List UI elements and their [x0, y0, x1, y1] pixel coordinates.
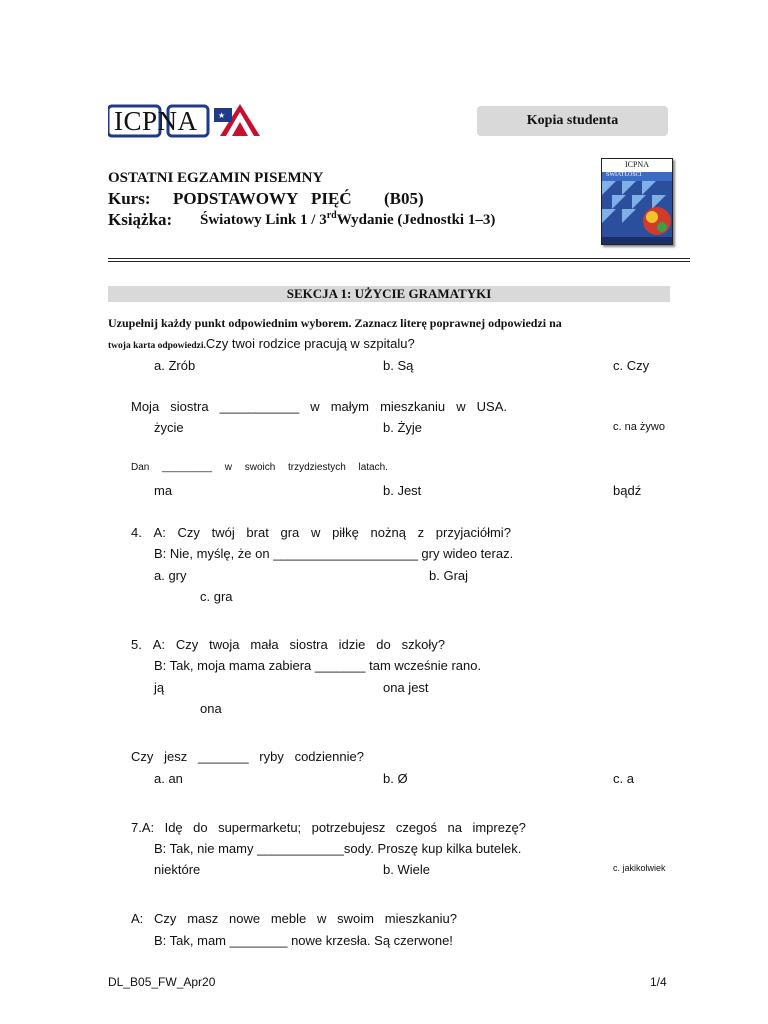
- q4-option-a[interactable]: a. gry: [154, 568, 187, 583]
- exam-title: OSTATNI EGZAMIN PISEMNY: [108, 170, 324, 186]
- divider-top: [108, 258, 690, 259]
- course-value-level: PODSTAWOWY: [173, 189, 299, 208]
- cover-brand: ICPNA: [624, 160, 649, 169]
- q2-option-b[interactable]: b. Żyje: [383, 420, 423, 435]
- q1-option-c[interactable]: c. Czy: [613, 358, 650, 373]
- q5-option-c[interactable]: ona: [200, 701, 222, 716]
- q2-stem: Moja siostra ___________ w małym mieszkaniu w USA.: [131, 399, 507, 414]
- course-label: Kurs:: [108, 189, 151, 208]
- book-value: Światowy Link 1 / 3rdWydanie (Jednostki 1–3): [200, 210, 496, 228]
- q4-option-c[interactable]: c. gra: [200, 589, 233, 604]
- instructions-line2: twoja karta odpowiedzi.Czy twoi rodzice pracują w szpitalu?: [108, 336, 415, 351]
- cover-title: ŚWIATŁOŚCI: [606, 172, 642, 178]
- q5-option-b[interactable]: ona jest: [383, 680, 429, 695]
- book-label: Książka:: [108, 210, 173, 229]
- page-number: 1/4: [650, 975, 667, 989]
- q4-option-b[interactable]: b. Graj: [429, 568, 469, 583]
- q8-stem: A: Czy masz nowe meble w swoim mieszkaniu?: [131, 911, 457, 926]
- divider-bottom: [108, 261, 690, 262]
- q2-option-c[interactable]: c. na żywo: [613, 421, 665, 433]
- q4-stem: 4. A: Czy twój brat gra w piłkę nożną z przyjaciółmi?: [131, 525, 511, 540]
- q1-option-b[interactable]: b. Są: [383, 358, 414, 373]
- q7-option-c[interactable]: c. jakikolwiek: [613, 863, 666, 873]
- q6-option-a[interactable]: a. an: [154, 771, 183, 786]
- q3-stem: Dan _________ w swoich trzydziestych latach.: [131, 462, 388, 473]
- q5-line2: B: Tak, moja mama zabiera _______ tam wcześnie rano.: [154, 658, 482, 673]
- book-cover-image: [601, 158, 673, 245]
- section-title: SEKCJA 1: UŻYCIE GRAMATYKI: [108, 286, 670, 302]
- q6-stem: Czy jesz _______ ryby codziennie?: [131, 749, 364, 764]
- instructions-line1: Uzupełnij każdy punkt odpowiednim wyborem. Zaznacz literę poprawnej odpowiedzi na: [108, 316, 562, 330]
- q3-option-c[interactable]: bądź: [613, 483, 642, 498]
- q3-option-b[interactable]: b. Jest: [383, 483, 422, 498]
- logo-text: ICPNA: [114, 106, 198, 136]
- q1-option-a[interactable]: a. Zrób: [154, 358, 196, 373]
- q5-option-a[interactable]: ją: [154, 680, 165, 695]
- q4-line2: B: Nie, myślę, że on ____________________ gry wideo teraz.: [154, 546, 514, 561]
- q7-stem: 7.A: Idę do supermarketu; potrzebujesz czegoś na imprezę?: [131, 820, 526, 835]
- q3-option-a[interactable]: ma: [154, 483, 173, 498]
- q5-stem: 5. A: Czy twoja mała siostra idzie do szkoły?: [131, 637, 445, 652]
- svg-text:★: ★: [218, 111, 226, 120]
- footer-code: DL_B05_FW_Apr20: [108, 975, 216, 989]
- q7-option-b[interactable]: b. Wiele: [383, 862, 430, 877]
- student-copy-badge: Kopia studenta: [477, 106, 668, 136]
- q2-option-a[interactable]: życie: [154, 420, 184, 435]
- q6-option-b[interactable]: b. Ø: [383, 771, 408, 786]
- q7-option-a[interactable]: niektóre: [154, 862, 201, 877]
- q8-line2: B: Tak, mam ________ nowe krzesła. Są czerwone!: [154, 933, 453, 948]
- q6-option-c[interactable]: c. a: [613, 771, 634, 786]
- course-value-code: (B05): [384, 189, 424, 208]
- q7-line2: B: Tak, nie mamy ____________sody. Proszę kup kilka butelek.: [154, 841, 522, 856]
- course-value-number: PIĘĆ: [311, 189, 352, 208]
